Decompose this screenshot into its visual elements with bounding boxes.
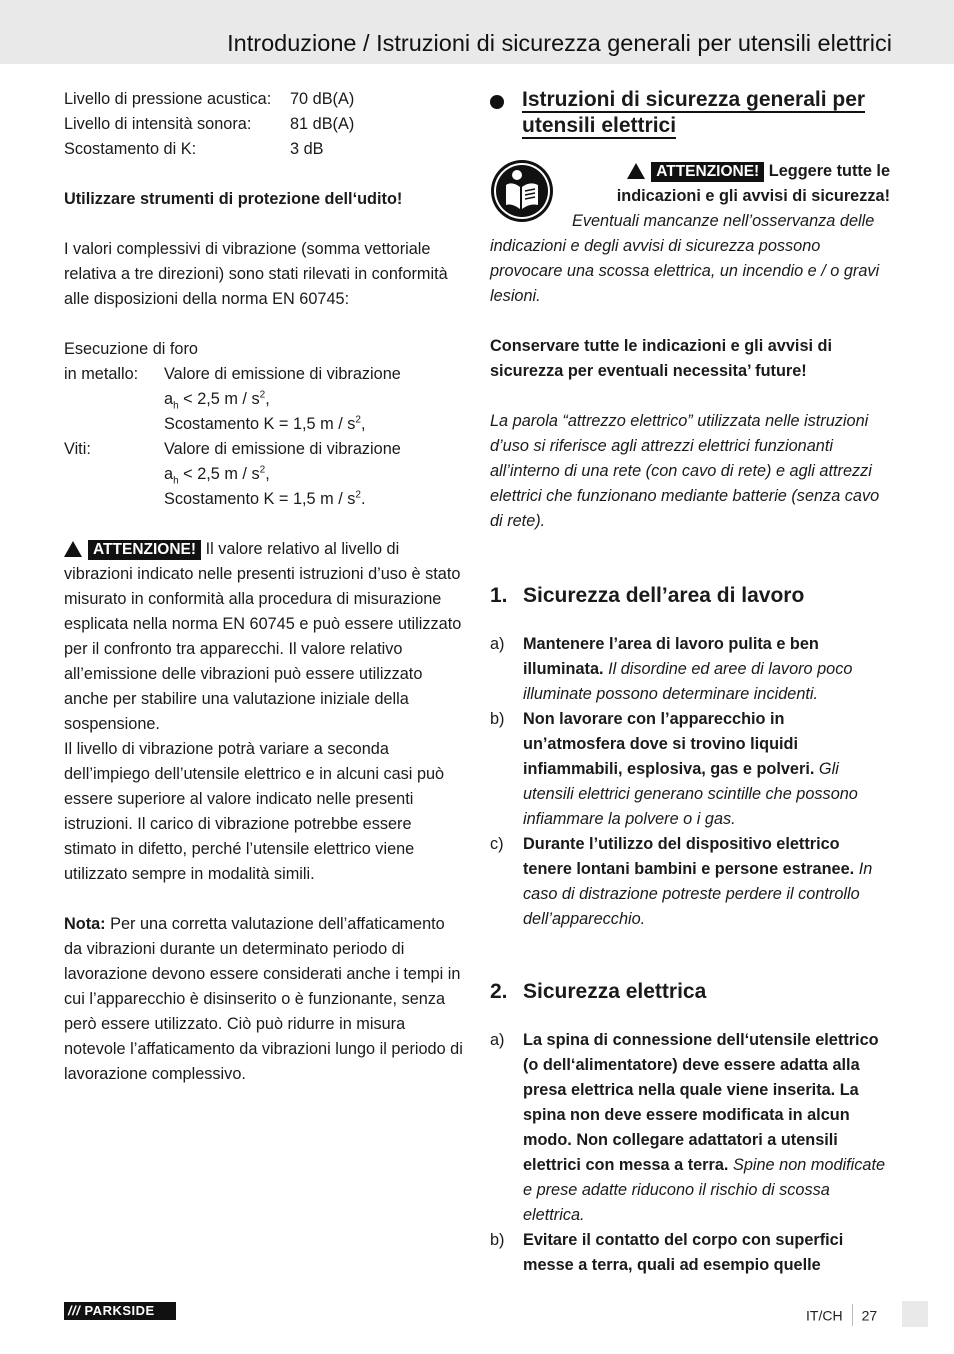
warning-badge: ATTENZIONE! (651, 162, 764, 182)
spec-value: 3 dB (290, 140, 324, 158)
safety-section-heading (490, 87, 890, 139)
item-italic: Il disordine ed aree di lavoro poco illuminate possono determinare incidenti. (523, 660, 853, 703)
page-corner-box (902, 1301, 928, 1327)
spec-label: Livello di intensità sonora: (64, 115, 252, 133)
spec-value: 81 dB(A) (290, 115, 355, 133)
item-letter: b) (490, 710, 505, 728)
item-letter: a) (490, 1031, 505, 1049)
parkside-logo: /// PARKSIDE (64, 1302, 176, 1320)
vibration-emission-label: Valore di emissione di vibrazione (164, 440, 401, 458)
warning-badge: ATTENZIONE! (88, 540, 201, 560)
note-text: Per una corretta valutazione dell’affaticamento da vibrazioni durante un determinato periodo di lavorazione devono essere considerati anche i tempi in cui l’apparecchio è disinserito o è funzionante, senza però essere utilizzato. Ciò può ridurre in misura notevole l’affaticamento da vibrazioni lungo il periodo di lavorazione complessivo. (64, 915, 463, 1083)
warning-text: Il valore relativo al livello di vibrazioni indicato nelle presenti istruzioni d’uso è stato misurato in conformità alla procedura di misurazione esplicata nella norma EN 60745 e può essere utilizzato per il confronto tra apparecchi. Il valore relativo all’emissione delle vibrazioni può essere utilizzato anche per stabilire una valutazione iniziale della sospensione. (64, 540, 462, 733)
vibration-screws-label: Viti: (64, 440, 91, 458)
item-bold: Durante l’utilizzo del dispositivo elettrico tenere lontani bambini e persone estranee. (523, 835, 855, 878)
item-letter: a) (490, 635, 505, 653)
list-item (490, 1228, 890, 1278)
list-item (490, 632, 890, 707)
vibration-level-text: Il livello di vibrazione potrà variare a seconda dell’impiego dell’utensile elettrico e in alcuni casi può essere superiore al valore indicato nelle presenti istruzioni. Il carico di vibrazione potrebbe essere stimato in difetto, perché l’utensile elettrico viene utilizzato sempre in modalità simili. (64, 740, 445, 883)
page-title: Introduzione / Istruzioni di sicurezza generali per utensili elettrici (227, 30, 892, 56)
page-number: 27 (861, 1307, 878, 1324)
spec-row (64, 137, 464, 162)
item-bold: Non lavorare con l’apparecchio in un’atmosfera dove si trovino liquidi infiammabili, esplosiva, gas e polveri. (523, 710, 815, 778)
vibration-heading: Esecuzione di foro (64, 340, 198, 358)
vibration-emission-label: Valore di emissione di vibrazione (164, 365, 401, 383)
read-manual-icon (490, 159, 554, 223)
vibration-ah-value: $a_h < 2,5$ m / $s^2$, (164, 389, 270, 412)
item-bold: Evitare il contatto del corpo con superfici messe a terra, quali ad esempio quelle (523, 1231, 844, 1274)
spec-label: Scostamento di K: (64, 140, 197, 158)
read-instructions-warning (490, 159, 890, 309)
right-column (490, 87, 890, 1278)
spec-value: 70 dB(A) (290, 90, 355, 108)
section-1-title: Sicurezza dell’area di lavoro (523, 584, 805, 607)
item-italic: In caso di distrazione potreste perdere il controllo dell’apparecchio. (523, 860, 873, 928)
brand-name: PARKSIDE (84, 1303, 155, 1318)
list-item (490, 832, 890, 932)
item-letter: b) (490, 1231, 505, 1249)
section-2-number: 2. (490, 980, 508, 1003)
hearing-protection-note: Utilizzare strumenti di protezione dell‘udito! (64, 190, 403, 208)
spec-row (64, 87, 464, 112)
list-item (490, 707, 890, 832)
vibration-metal-label: in metallo: (64, 365, 139, 383)
item-bold: La spina di connessione dell‘utensile elettrico (o dell‘alimentatore) deve essere adatta alla presa elettrica nella quale viene inserita. La spina non deve essere modificata in alcun modo. Non collegare adattatori a utensili elettrici con messa a terra. (523, 1031, 879, 1174)
note-paragraph (64, 912, 464, 1087)
page-info (806, 1306, 877, 1328)
vibration-ah-value: $a_h < 2,5$ m / $s^2$, (164, 464, 270, 487)
keep-instructions-text: Conservare tutte le indicazioni e gli avvisi di sicurezza per eventuali necessita’ future! (490, 337, 833, 380)
left-column (64, 87, 464, 1087)
warning-triangle-icon (627, 163, 645, 179)
safety-section-title: Istruzioni di sicurezza generali per utensili elettrici (522, 88, 866, 137)
section-2-heading (490, 978, 890, 1006)
item-bold: Mantenere l’area di lavoro pulita e ben illuminata. (523, 635, 819, 678)
section-1-number: 1. (490, 584, 508, 607)
list-item (490, 1028, 890, 1228)
term-definition-text: La parola “attrezzo elettrico” utilizzata nelle istruzioni d’uso si riferisce agli attrezzi elettrici funzionanti all’interno di una rete (con cavo di rete) e agli attrezzi elettrici che funzionano mediante batterie (senza cavo di rete). (490, 412, 880, 530)
noise-specs (64, 87, 464, 162)
item-letter: c) (490, 835, 504, 853)
note-label: Nota: (64, 915, 106, 933)
vibration-k-value: Scostamento K = 1,5 m / $s^2$. (164, 489, 366, 508)
vibration-intro: I valori complessivi di vibrazione (somma vettoriale relativa a tre direzioni) sono stati rilevati in conformità alle disposizioni della norma EN 60745: (64, 240, 448, 308)
warning-bold-text: Leggere tutte le indicazioni e gli avvisi di sicurezza! (616, 162, 890, 205)
page-header (0, 0, 954, 64)
warning-italic-text: Eventuali mancanze nell’osservanza delle indicazioni e degli avvisi di sicurezza possono provocare una scossa elettrica, un incendio e / o gravi lesioni. (490, 212, 880, 305)
language-code: IT/CH (806, 1307, 843, 1324)
spec-label: Livello di pressione acustica: (64, 90, 272, 108)
vibration-screws (64, 437, 464, 512)
item-italic: Spine non modificate e prese adatte riducono il rischio di scossa elettrica. (523, 1156, 886, 1224)
bullet-icon (490, 95, 504, 109)
vibration-metal (64, 362, 464, 437)
section-1-heading (490, 582, 890, 610)
item-italic: Gli utensili elettrici generano scintille che possono infiammare la polvere o i gas. (523, 760, 858, 828)
warning-triangle-icon (64, 541, 82, 557)
vibration-k-value: Scostamento K = 1,5 m / $s^2$, (164, 414, 366, 433)
vibration-warning (64, 537, 464, 737)
spec-row (64, 112, 464, 137)
section-2-title: Sicurezza elettrica (523, 980, 707, 1003)
